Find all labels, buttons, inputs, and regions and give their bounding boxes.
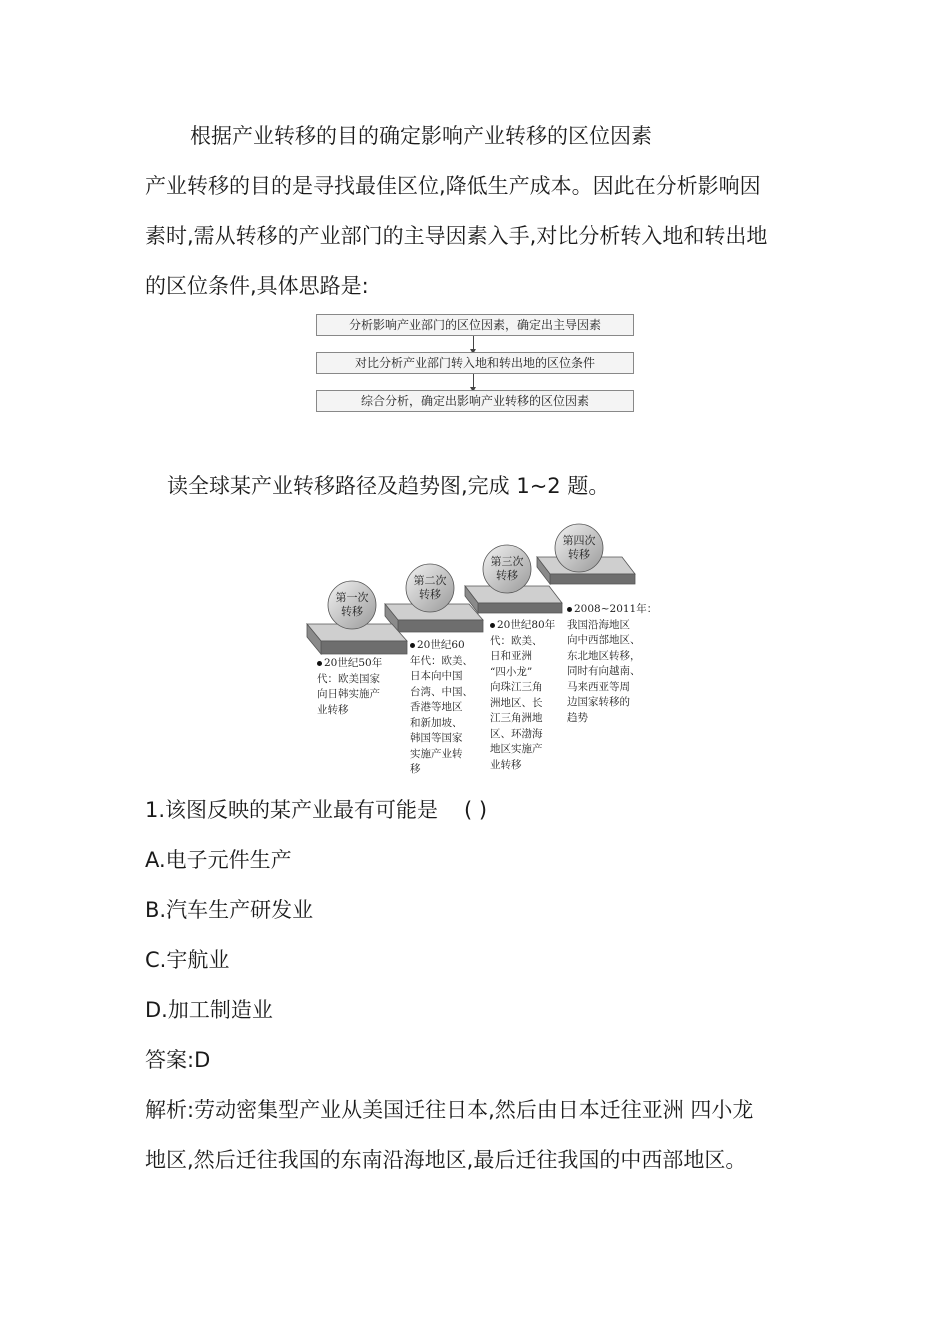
analysis-line: 解析:劳动密集型产业从美国迁往日本,然后由日本迁往亚洲 四小龙: [145, 1098, 754, 1122]
option-c: C.宇航业: [145, 948, 230, 972]
stage-desc-1: 20世纪50年 代：欧美国家 向日韩实施产 业转移: [317, 657, 383, 716]
stage-label-2: 第二次 转移: [413, 574, 447, 601]
intro-paragraph-line: 的区位条件,具体思路是:: [145, 274, 369, 298]
intro-paragraph-line: 素时,需从转移的产业部门的主导因素入手,对比分析转入地和转出地: [145, 224, 768, 248]
industry-transfer-figure: [297, 514, 658, 786]
section-heading: 根据产业转移的目的确定影响产业转移的区位因素: [190, 124, 652, 148]
stage-desc-4: 2008~2011年： 我国沿海地区 向中西部地区、 东北地区转移， 同时有向越南、 马来西亚等周 边国家转移的 趋势: [567, 603, 658, 724]
flow-arrow: [473, 336, 474, 350]
flow-step-3: 综合分析，确定出影响产业转移的区位因素: [316, 390, 634, 412]
answer-line: 答案:D: [145, 1048, 211, 1072]
flow-step-2: 对比分析产业部门转入地和转出地的区位条件: [316, 352, 634, 374]
stage-label-4: 第四次 转移: [562, 534, 596, 561]
flow-step-1: 分析影响产业部门的区位因素，确定出主导因素: [316, 314, 634, 336]
bullet-icon: [490, 623, 495, 628]
question-stem: 1.该图反映的某产业最有可能是: [145, 798, 439, 822]
option-d: D.加工制造业: [145, 998, 273, 1022]
bullet-icon: [317, 661, 322, 666]
stage-label-1: 第一次 转移: [335, 591, 369, 618]
stage-desc-3: 20世纪80年 代：欧美、 日和亚洲 “四小龙” 向珠江三角 洲地区、长 江三角洲地 区、环渤海 地区实施产 业转移: [490, 619, 556, 771]
question-stem-line: [145, 796, 487, 824]
option-b: B.汽车生产研发业: [145, 898, 314, 922]
option-a: A.电子元件生产: [145, 848, 292, 872]
analysis-line: 地区,然后迁往我国的东南沿海地区,最后迁往我国的中西部地区。: [145, 1148, 747, 1172]
bullet-icon: [567, 607, 572, 612]
bullet-icon: [410, 643, 415, 648]
answer-blank: ( ): [464, 798, 488, 822]
thinking-flowchart: [316, 312, 634, 412]
flow-arrow: [473, 374, 474, 388]
question-intro: 读全球某产业转移路径及趋势图,完成 1~2 题。: [167, 474, 610, 498]
stage-label-3: 第三次 转移: [490, 555, 524, 582]
stage-desc-2: 20世纪60 年代：欧美、 日本向中国 台湾、中国、 香港等地区 和新加坡、 韩国等国家 实施产业转 移: [410, 639, 473, 775]
intro-paragraph-line: 产业转移的目的是寻找最佳区位,降低生产成本。因此在分析影响因: [145, 174, 761, 198]
